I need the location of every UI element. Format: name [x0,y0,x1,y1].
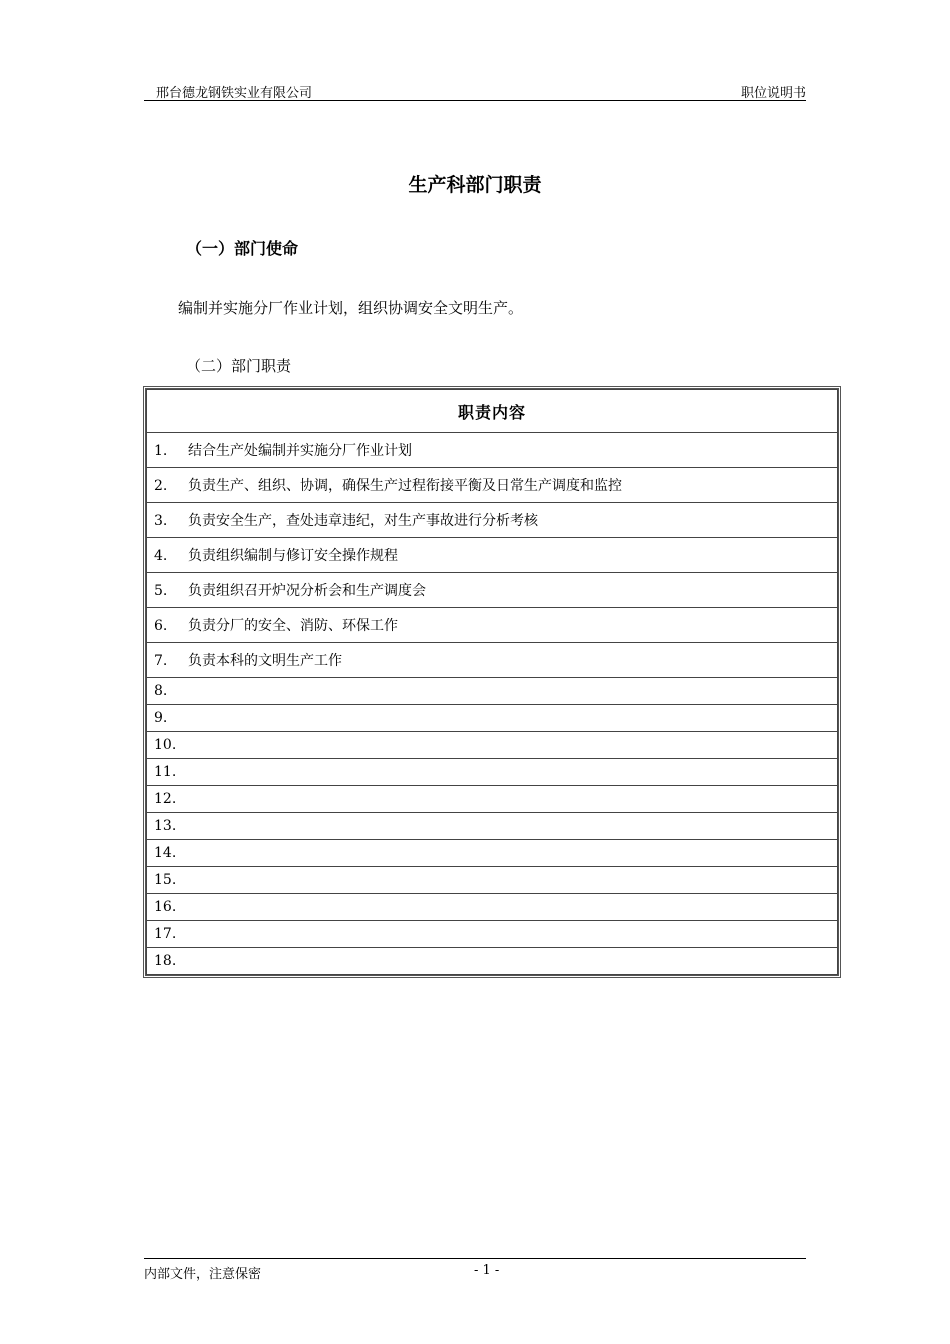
duty-cell [147,948,838,975]
duty-number: 4. [154,548,168,564]
duty-number: 1. [154,443,168,459]
page-footer [144,1258,806,1282]
company-name: 邢台德龙钢铁实业有限公司 [156,86,313,101]
duty-cell [147,503,838,538]
page-header [144,82,806,101]
duty-number: 2. [154,478,168,494]
table-row [147,948,838,975]
table-row [147,813,838,840]
duty-number: 3. [154,513,168,529]
section-duties-heading: （二）部门职责 [186,357,292,375]
duty-text: 结合生产处编制并实施分厂作业计划 [188,443,412,459]
table-row [147,608,838,643]
duty-number: 16. [154,899,177,915]
table-row [147,705,838,732]
table-row [147,786,838,813]
duty-number: 9. [154,710,168,726]
duty-cell [147,840,838,867]
duty-cell [147,608,838,643]
duty-number: 13. [154,818,177,834]
duty-cell [147,433,838,468]
duties-table-header: 职责内容 [147,390,838,433]
mission-text: 编制并实施分厂作业计划，组织协调安全文明生产。 [178,299,524,317]
duty-number: 18. [154,953,177,969]
duty-cell [147,643,838,678]
duty-number: 17. [154,926,177,942]
duty-cell [147,732,838,759]
duties-table [143,386,841,978]
duty-number: 12. [154,791,177,807]
duty-number: 11. [154,764,177,780]
table-row [147,894,838,921]
duty-number: 14. [154,845,177,861]
duty-cell [147,867,838,894]
table-row [147,759,838,786]
section-mission-heading: （一）部门使命 [186,239,299,258]
table-row [147,468,838,503]
table-row [147,678,838,705]
document-type: 职位说明书 [740,86,806,101]
duty-cell [147,894,838,921]
duty-text: 负责组织召开炉况分析会和生产调度会 [188,583,426,599]
duty-cell [147,705,838,732]
table-row [147,538,838,573]
duty-cell [147,786,838,813]
table-row [147,643,838,678]
table-row [147,732,838,759]
duty-cell [147,678,838,705]
table-row [147,573,838,608]
duty-cell [147,921,838,948]
confidential-note: 内部文件，注意保密 [144,1267,262,1282]
table-row [147,840,838,867]
duty-text: 负责组织编制与修订安全操作规程 [188,548,398,564]
page-title: 生产科部门职责 [408,174,542,196]
duty-text: 负责生产、组织、协调，确保生产过程衔接平衡及日常生产调度和监控 [188,478,622,494]
duty-text: 负责分厂的安全、消防、环保工作 [188,618,398,634]
table-row [147,921,838,948]
duty-number: 15. [154,872,177,888]
table-row [147,433,838,468]
duty-cell [147,813,838,840]
duty-number: 7. [154,653,168,669]
duty-number: 8. [154,683,168,699]
duty-text: 负责安全生产，查处违章违纪，对生产事故进行分析考核 [188,513,538,529]
duty-number: 5. [154,583,168,599]
page-number: - 1 - [474,1263,500,1278]
table-row [147,867,838,894]
duty-cell [147,468,838,503]
duty-number: 10. [154,737,177,753]
duty-number: 6. [154,618,168,634]
duty-cell [147,759,838,786]
duty-cell [147,573,838,608]
duty-cell [147,538,838,573]
duty-text: 负责本科的文明生产工作 [188,653,342,669]
table-row [147,503,838,538]
